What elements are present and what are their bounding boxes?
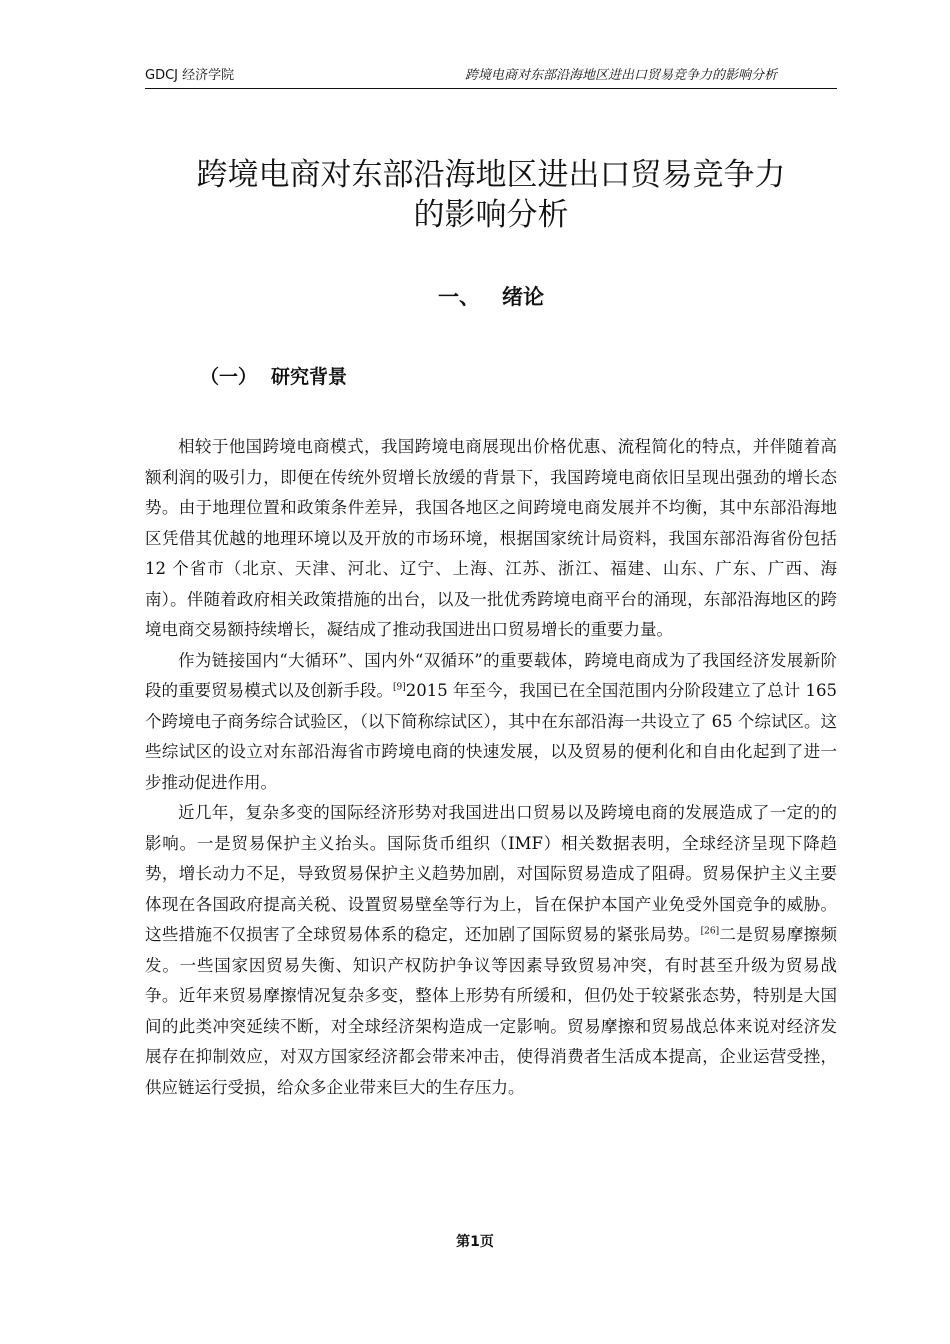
citation-ref: [26] (700, 926, 720, 937)
paragraph-2-text-a: 作为链接国内“大循环”、国内外“双循环”的重要载体，跨境电商成为了我国经济发展新阶段的重要贸易模式以及创新手段。 (145, 650, 837, 700)
paragraph-3-text-a: 近几年，复杂多变的国际经济形势对我国进出口贸易以及跨境电商的发展造成了一定的的影响。一是贸易保护主义抬头。国际货币组织（IMF）相关数据表明，全球经济呈现下降趋势，增长动力不足，导致贸易保护主义趋势加剧，对国际贸易造成了阻碍。贸易保护主义主要体现在各国政府提高关税、设置贸易壁垒等行为上，旨在保护本国产业免受外国竞争的威胁。这些措施不仅损害了全球贸易体系的稳定，还加剧了国际贸易的紧张局势。 (145, 803, 837, 944)
section-number: 一、 (438, 285, 480, 309)
header-institution: GDCJ 经济学院 (145, 68, 235, 83)
section-title: 绪论 (502, 285, 544, 309)
page-number: 第1页 (456, 1234, 494, 1250)
paragraph-1: 相较于他国跨境电商模式，我国跨境电商展现出价格优惠、流程简化的特点，并伴随着高额利润的吸引力，即便在传统外贸增长放缓的背景下，我国跨境电商依旧呈现出强劲的增长态势。由于地理位置和政策条件差异，我国各地区之间跨境电商发展并不均衡，其中东部沿海地区凭借其优越的地理环境以及开放的市场环境，根据国家统计局资料，我国东部沿海省份包括 12 个省市（北京、天津、河北、辽宁、上海、江苏、浙江、福建、山东、广东、广西、海南）。伴随着政府相关政策措施的出台，以及一批优秀跨境电商平台的涌现，东部沿海地区的跨境电商交易额持续增长，凝结成了推动我国进出口贸易增长的重要力量。 (145, 437, 837, 639)
section-heading (145, 280, 837, 314)
subsection-title: 研究背景 (271, 366, 348, 388)
subsection-number: （一） (200, 366, 258, 388)
body-text (145, 432, 837, 1103)
paper-title-line-2: 的影响分析 (413, 197, 569, 233)
page-header (145, 66, 837, 89)
subsection-heading (200, 362, 347, 392)
header-running-title: 跨境电商对东部沿海地区进出口贸易竞争力的影响分析 (464, 68, 777, 83)
citation-ref: [9] (393, 682, 406, 693)
paragraph-3-text-b: 二是贸易摩擦频发。一些国家因贸易失衡、知识产权防护争议等因素导致贸易冲突，有时甚至升级为贸易战争。近年来贸易摩擦情况复杂多变，整体上形势有所缓和，但仍处于较紧张态势，特别是大国间的此类冲突延续不断，对全球经济架构造成一定影响。贸易摩擦和贸易战总体来说对经济发展存在抑制效应，对双方国家经济都会带来冲击，使得消费者生活成本提高，企业运营受挫，供应链运行受损，给众多企业带来巨大的生存压力。 (145, 925, 838, 1097)
paper-title-line-1: 跨境电商对东部沿海地区进出口贸易竞争力 (196, 157, 786, 193)
paragraph-2 (145, 646, 837, 799)
paper-title (145, 155, 837, 235)
paragraph-2-text-b: 2015 年至今，我国已在全国范围内分阶段建立了总计 165 个跨境电子商务综合试验区，（以下简称综试区），其中在东部沿海一共设立了 65 个综试区。这些综试区的设立对东部沿海省市跨境电商的快速发展，以及贸易的便利化和自由化起到了进一步推动促进作用。 (145, 681, 837, 792)
paragraph-3 (145, 798, 837, 1103)
